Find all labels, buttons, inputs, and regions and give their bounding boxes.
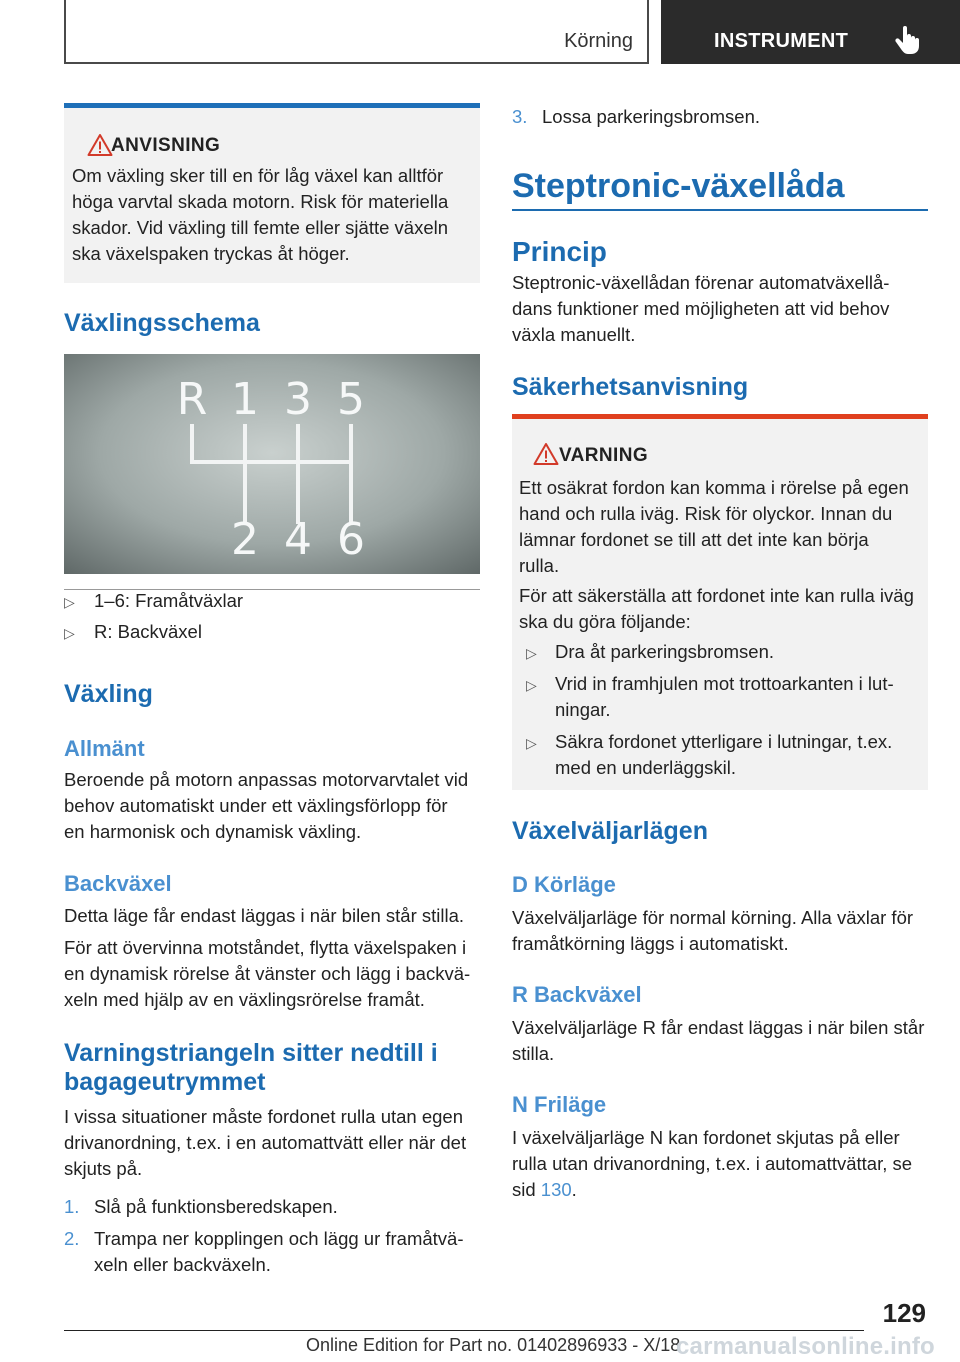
step-number: 3. — [512, 106, 528, 127]
steptronic-heading: Steptronic-växellåda — [512, 167, 845, 205]
bullet-text: Säkra fordonet ytterligare i lutningar, t.ex. — [555, 731, 893, 752]
page-link[interactable]: 130 — [540, 1179, 572, 1200]
gear-label-4: 4 — [284, 514, 312, 565]
step-text: Slå på funktionsberedskapen. — [94, 1196, 338, 1217]
neutral-heading: N Friläge — [512, 1092, 607, 1117]
selector-heading: Växelväljarlägen — [512, 817, 708, 845]
text-line: Växelväljarläge R får endast läggas i när bilen står — [512, 1017, 925, 1038]
bullet-triangle-icon: ▷ — [526, 735, 537, 751]
step-item — [512, 104, 928, 130]
step-item — [64, 1226, 484, 1278]
neutral-text — [512, 1125, 932, 1203]
footer-rule — [64, 1330, 864, 1331]
text-line: Beroende på motorn anpassas motorvarvtalet vid — [64, 769, 469, 790]
text-fragment: . — [571, 1179, 577, 1200]
warning-triangle-icon — [87, 133, 113, 157]
reverse-text-1: Detta läge får endast läggas i när bilen står stilla. — [64, 905, 465, 926]
list-item — [526, 729, 926, 781]
text-line: ska du göra följande: — [519, 611, 691, 632]
edition-text: Online Edition for Part no. 01402896933 - X/18 — [306, 1335, 681, 1355]
heading-line: Varningstriangeln sitter nedtill i — [64, 1039, 438, 1067]
text-line: en harmonisk och dynamisk växling. — [64, 821, 362, 842]
text-line: Ett osäkrat fordon kan komma i rörelse på egen — [519, 477, 909, 498]
triangle-text — [64, 1104, 484, 1182]
principle-heading: Princip — [512, 236, 607, 267]
text-line: Steptronic-växellådan förenar automatväxellå- — [512, 272, 890, 293]
bullet-text: ningar. — [555, 699, 611, 720]
bullet-text: 1–6: Framåtväxlar — [94, 590, 244, 611]
bullet-triangle-icon: ▷ — [64, 594, 75, 610]
bullet-triangle-icon: ▷ — [526, 645, 537, 661]
bullet-triangle-icon: ▷ — [526, 677, 537, 693]
step-number: 2. — [64, 1228, 80, 1249]
gear-label-r: R — [176, 374, 208, 425]
notice-text — [72, 163, 477, 267]
text-line: stilla. — [512, 1043, 555, 1064]
heading-line: bagageutrymmet — [64, 1068, 266, 1096]
notice-line: skador. Vid växling till femte eller sjätte växeln — [72, 217, 449, 238]
page-number: 129 — [882, 1298, 926, 1328]
header-chapter-tab — [64, 0, 649, 64]
text-fragment: sid — [512, 1179, 541, 1200]
text-line: skjuts på. — [64, 1158, 143, 1179]
list-item — [526, 639, 926, 665]
general-text — [64, 767, 484, 845]
reverse-heading: Backväxel — [64, 871, 172, 896]
general-heading: Allmänt — [64, 736, 145, 761]
text-line: rulla. — [519, 555, 560, 576]
hand-pointer-icon — [894, 26, 920, 54]
text-line: dans funktioner med möjligheten att vid behov — [512, 298, 890, 319]
list-item — [64, 588, 480, 614]
bullet-text: med en underläggskil. — [555, 757, 736, 778]
notice-box — [64, 103, 480, 283]
notice-title: ANVISNING — [111, 135, 221, 156]
text-line: I växelväljarläge N kan fordonet skjutas på eller — [512, 1127, 900, 1148]
warning-accent-bar — [512, 414, 928, 419]
shift-pattern-heading: Växlingsschema — [64, 309, 260, 337]
chapter-label: Körning — [564, 30, 633, 52]
warning-triangle-icon — [533, 442, 559, 466]
bullet-text: R: Backväxel — [94, 621, 202, 642]
notice-line: Om växling sker till en för låg växel kan alltför — [72, 165, 444, 186]
drive-text — [512, 905, 932, 957]
shifting-heading: Växling — [64, 680, 153, 708]
step-item — [64, 1194, 484, 1220]
text-line: I vissa situationer måste fordonet rulla utan egen — [64, 1106, 464, 1127]
bullet-text: Dra åt parkeringsbromsen. — [555, 641, 775, 662]
warning-text-2 — [519, 583, 928, 635]
notice-line: höga varvtal skada motorn. Risk för materiella — [72, 191, 449, 212]
text-line: behov automatiskt under ett växlingsförlopp för — [64, 795, 448, 816]
list-item — [64, 619, 480, 645]
text-line: växla manuellt. — [512, 324, 636, 345]
text-line: xeln med hjälp av en växlingsrörelse framåt. — [64, 989, 425, 1010]
gear-label-1: 1 — [231, 374, 259, 425]
principle-text — [512, 270, 932, 348]
gear-label-3: 3 — [284, 374, 312, 425]
gear-label-2: 2 — [231, 514, 259, 565]
header-section-tab — [661, 0, 960, 64]
reverse-mode-heading: R Backväxel — [512, 982, 642, 1007]
gear-label-5: 5 — [337, 374, 365, 425]
watermark: carmanualsonline.info — [676, 1333, 935, 1360]
warning-box — [512, 414, 928, 790]
text-line: Växelväljarläge för normal körning. Alla växlar för — [512, 907, 914, 928]
triangle-heading — [64, 1039, 484, 1097]
heading-rule — [512, 209, 928, 211]
step-text: xeln eller backväxeln. — [94, 1254, 271, 1275]
safety-heading: Säkerhetsanvisning — [512, 373, 749, 401]
text-line: rulla utan drivanordning, t.ex. i automattvättar, se — [512, 1153, 913, 1174]
shift-pattern-diagram — [64, 354, 480, 574]
section-label: INSTRUMENT — [714, 30, 849, 52]
warning-text-1 — [519, 475, 928, 579]
warning-title: VARNING — [559, 445, 649, 466]
step-text: Lossa parkeringsbromsen. — [542, 106, 760, 127]
step-number: 1. — [64, 1196, 80, 1217]
reverse-text-2 — [64, 935, 484, 1013]
step-text: Trampa ner kopplingen och lägg ur framåtvä- — [94, 1228, 464, 1249]
text-line: en dynamisk rörelse åt vänster och lägg i backvä- — [64, 963, 471, 984]
text-line: För att säkerställa att fordonet inte kan rulla iväg — [519, 585, 914, 606]
drive-heading: D Körläge — [512, 872, 616, 897]
text-line: lämnar fordonet se till att det inte kan börja — [519, 529, 869, 550]
text-line: framåtkörning läggs i automatiskt. — [512, 933, 789, 954]
bullet-text: Vrid in framhjulen mot trottoarkanten i lut- — [555, 673, 894, 694]
text-line: För att övervinna motståndet, flytta växelspaken i — [64, 937, 467, 958]
notice-line: ska växelspaken tryckas åt höger. — [72, 243, 350, 264]
text-line: hand och rulla iväg. Risk för olyckor. Innan du — [519, 503, 893, 524]
list-item — [526, 671, 926, 723]
notice-accent-bar — [64, 103, 480, 108]
reverse-mode-text — [512, 1015, 932, 1067]
gear-label-6: 6 — [337, 514, 365, 565]
bullet-triangle-icon: ▷ — [64, 625, 75, 641]
text-line: drivanordning, t.ex. i en automattvätt eller när det — [64, 1132, 467, 1153]
